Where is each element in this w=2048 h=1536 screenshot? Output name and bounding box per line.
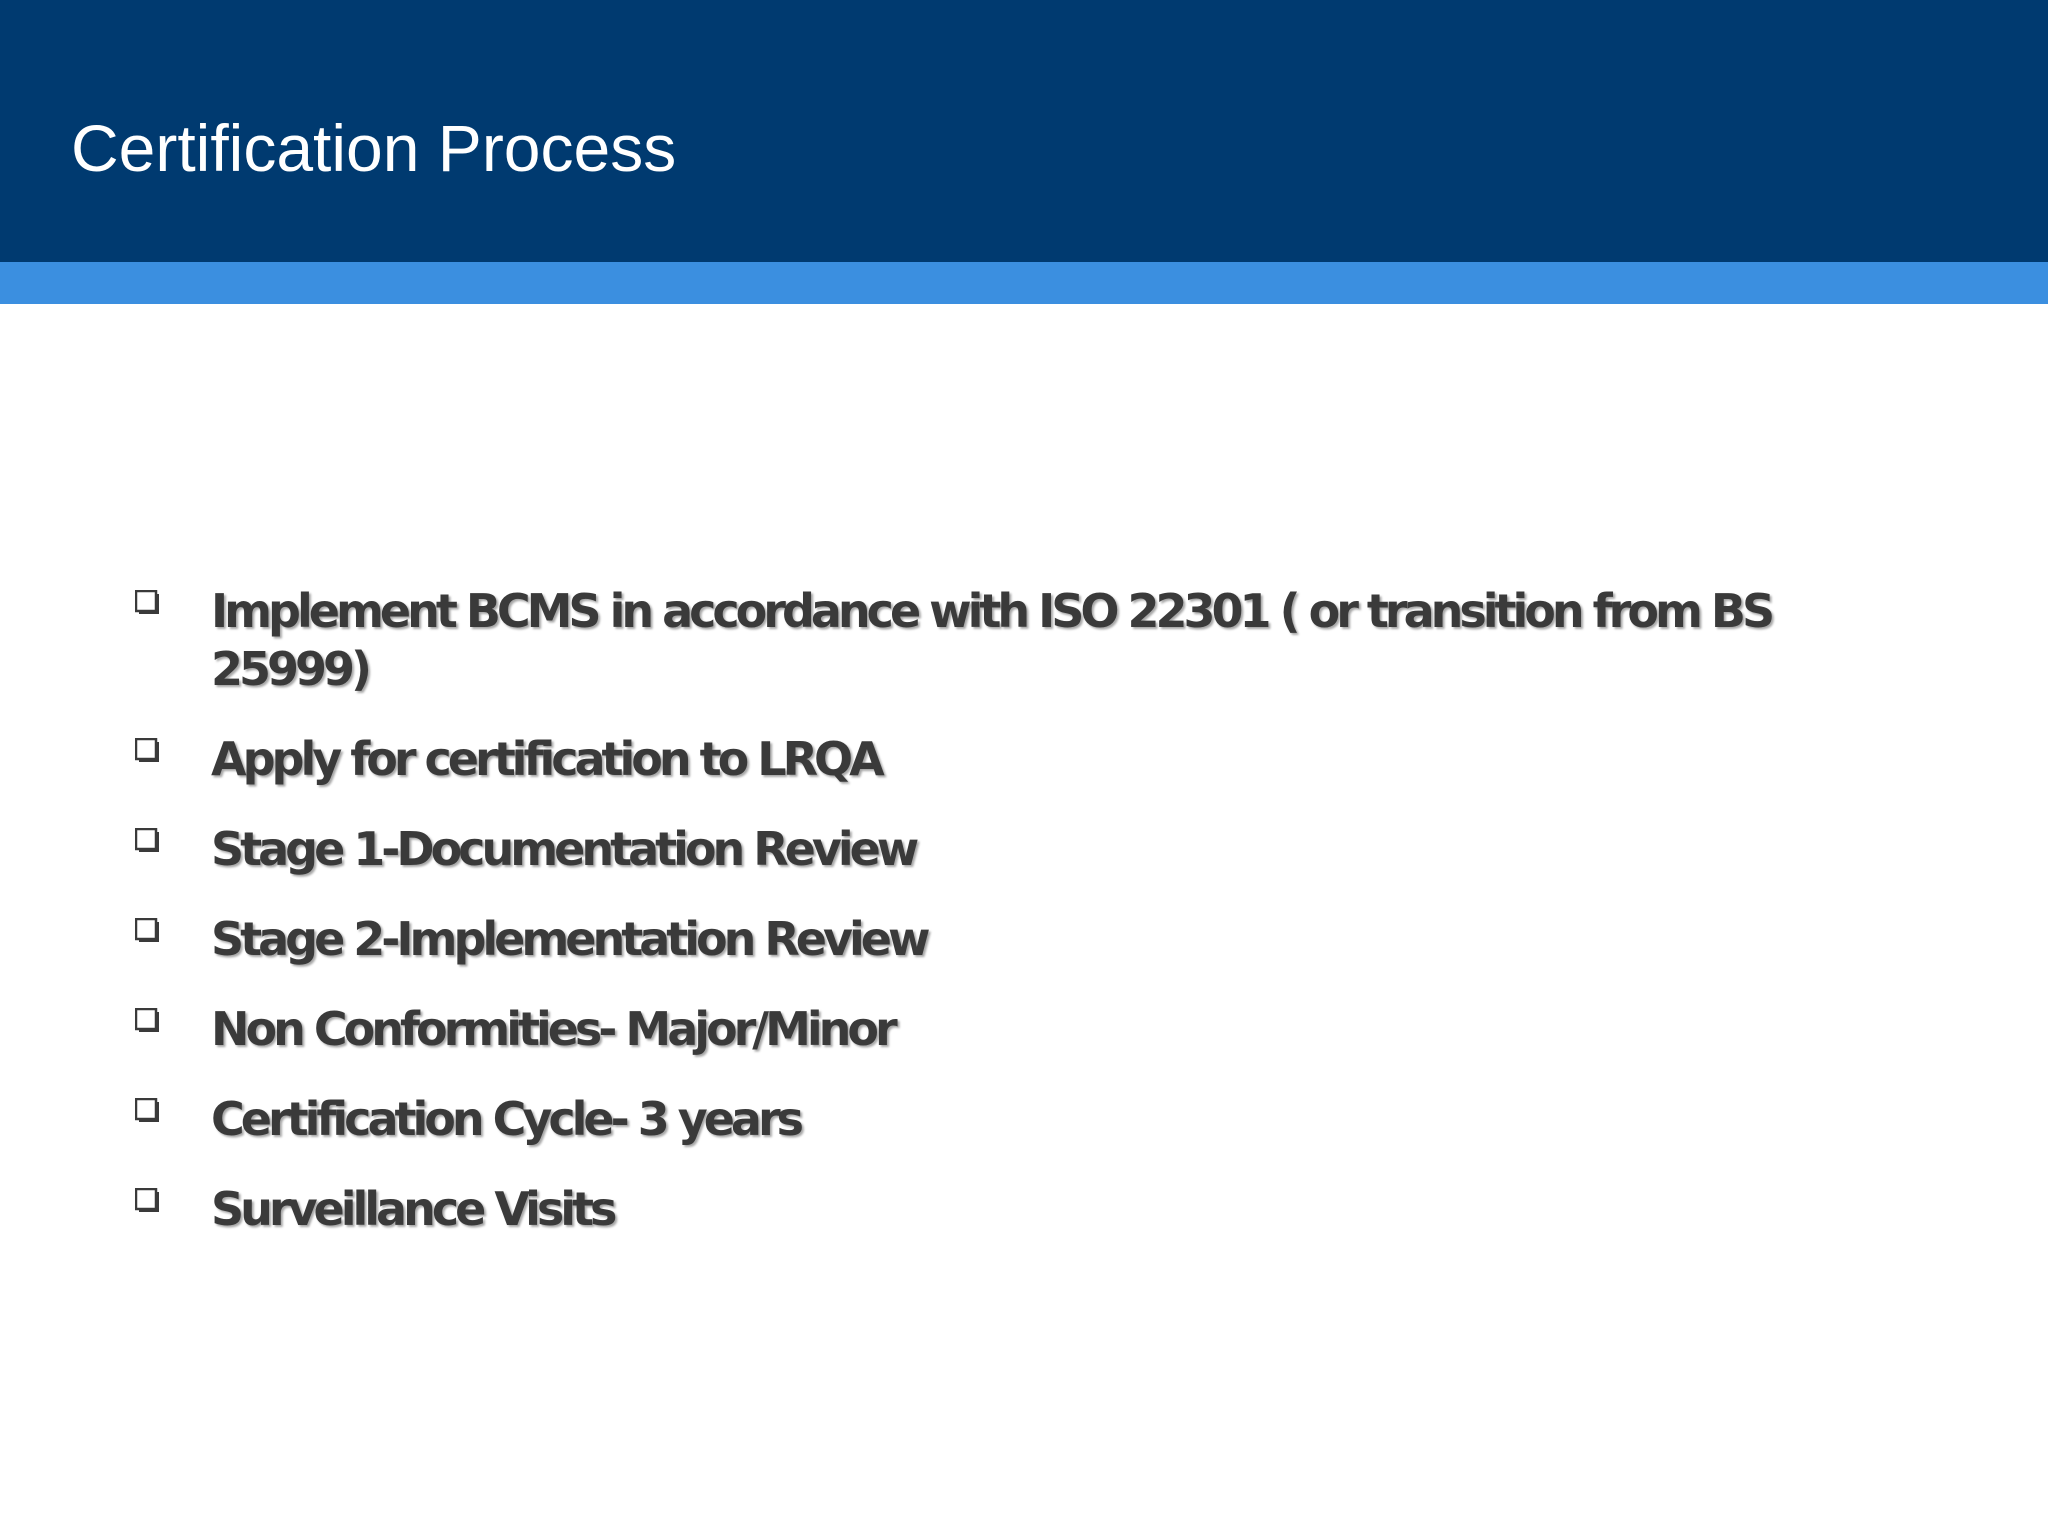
- bullet-item-implement-bcms: [131, 582, 1931, 698]
- accent-stripe: [0, 262, 2048, 304]
- checkbox-bullet-icon: [135, 918, 161, 944]
- bullet-item-certification-cycle: [131, 1090, 1931, 1148]
- bullet-item-apply-certification: [131, 730, 1931, 788]
- checkbox-bullet-icon: [135, 1188, 161, 1214]
- bullet-item-stage-2: [131, 910, 1931, 968]
- bullet-item-non-conformities: [131, 1000, 1931, 1058]
- bullet-text: Apply for certification to LRQA: [211, 732, 881, 786]
- bullet-text: Implement BCMS in accordance with ISO 22301 ( or transition from BS 25999): [211, 584, 1772, 696]
- checkbox-bullet-icon: [135, 738, 161, 764]
- slide-title: Certification Process: [71, 111, 677, 185]
- checkbox-bullet-icon: [135, 590, 161, 616]
- checkbox-bullet-icon: [135, 1098, 161, 1124]
- bullet-list: [131, 582, 1931, 1270]
- checkbox-bullet-icon: [135, 828, 161, 854]
- bullet-text: Non Conformities- Major/Minor: [211, 1002, 894, 1056]
- bullet-text: Surveillance Visits: [211, 1182, 614, 1236]
- bullet-item-stage-1: [131, 820, 1931, 878]
- bullet-text: Stage 2-Implementation Review: [211, 912, 927, 966]
- checkbox-bullet-icon: [135, 1008, 161, 1034]
- bullet-text: Stage 1-Documentation Review: [211, 822, 916, 876]
- bullet-text: Certification Cycle- 3 years: [211, 1092, 801, 1146]
- bullet-item-surveillance-visits: [131, 1180, 1931, 1238]
